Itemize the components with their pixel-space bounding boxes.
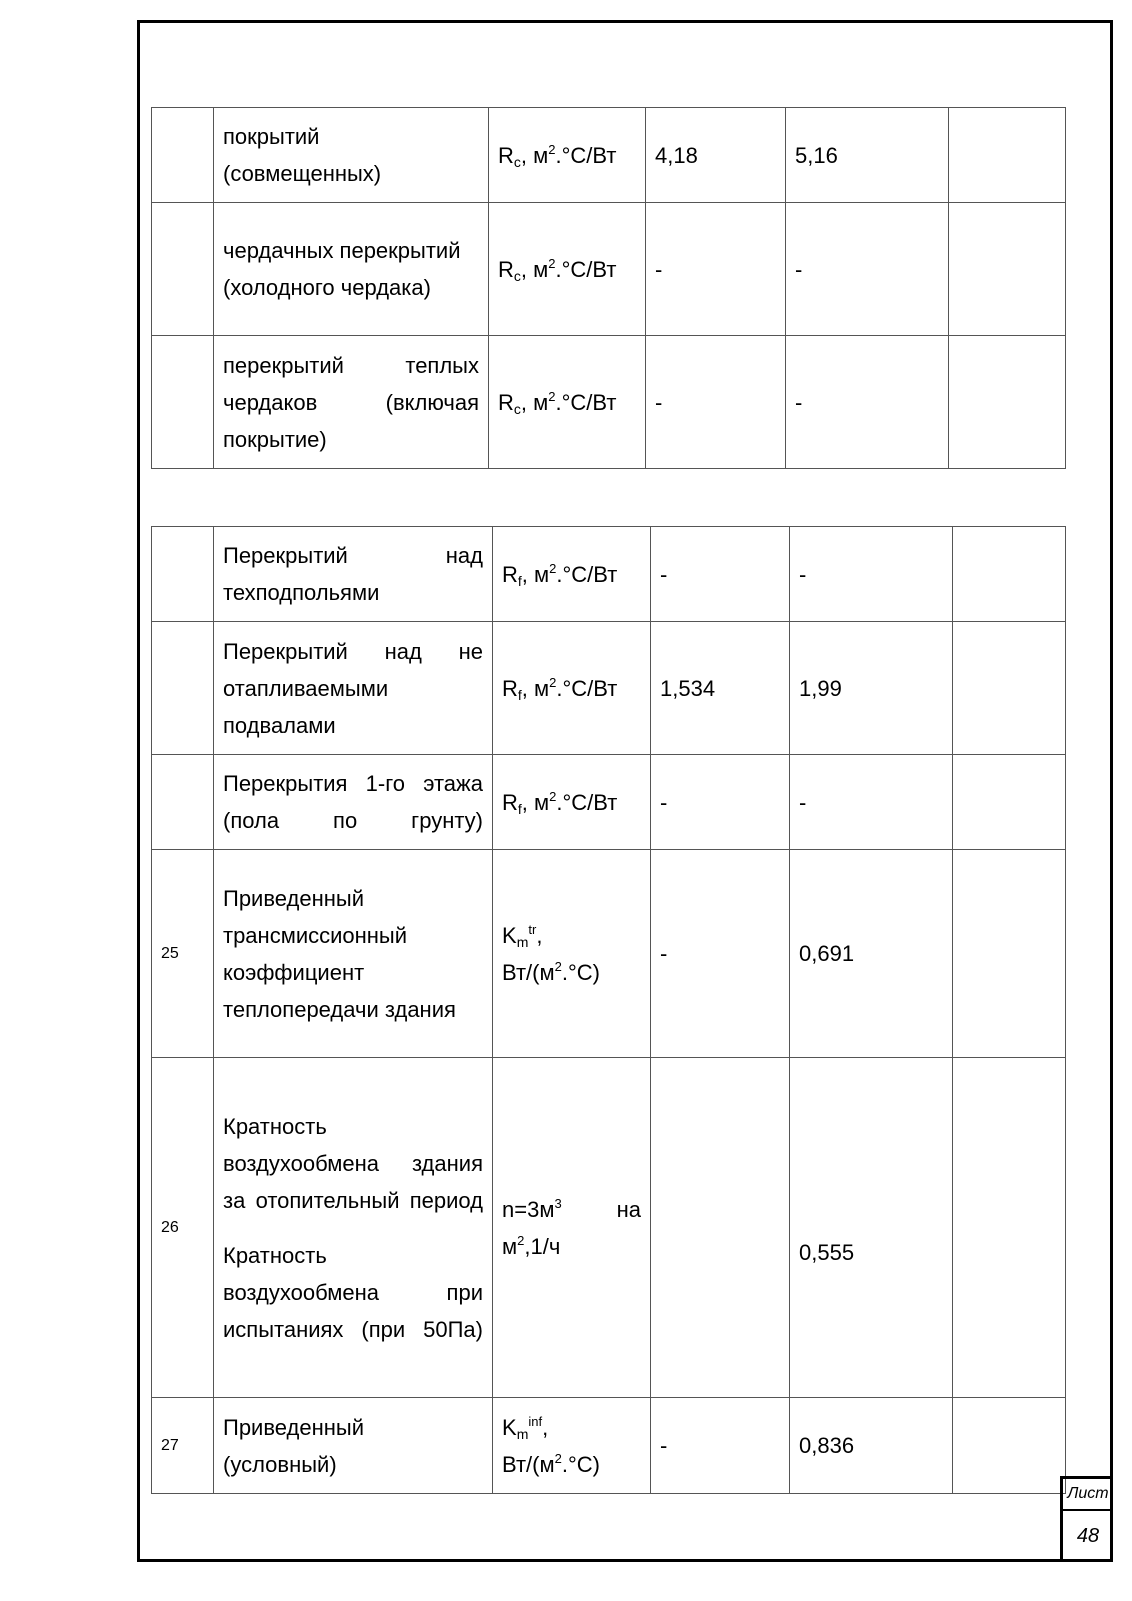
- row-extra: [953, 1398, 1066, 1494]
- row-design-value: -: [786, 203, 949, 336]
- row-extra: [949, 203, 1066, 336]
- row-extra: [949, 336, 1066, 469]
- row-design-value: 0,555: [790, 1058, 953, 1398]
- row-number: [152, 755, 214, 850]
- row-extra: [953, 622, 1066, 755]
- row-unit: $R_c$, $м^2.^\circ С/Вт$: [489, 336, 646, 469]
- table-row: [152, 1398, 1066, 1494]
- row-number: [152, 622, 214, 755]
- row-extra: [953, 527, 1066, 622]
- row-unit: $R_c$, $м^2.^\circ С/Вт$: [489, 203, 646, 336]
- row-norm-value: -: [651, 527, 790, 622]
- row-norm-value: [651, 1058, 790, 1398]
- row-norm-value: -: [651, 1398, 790, 1494]
- row-name-part1: Кратность воздухообмена здания за отопительный период: [223, 1113, 483, 1213]
- row-extra: [953, 850, 1066, 1058]
- row-unit: $R_c$, $м^2.^\circ С/Вт$: [489, 108, 646, 203]
- table-row: [152, 755, 1066, 850]
- row-number: [152, 527, 214, 622]
- row-design-value: 0,836: [790, 1398, 953, 1494]
- row-norm-value: -: [646, 336, 786, 469]
- row-unit: $K_m^{inf}$, $Вт/(м^2.^\circ С)$: [493, 1398, 651, 1494]
- sheet-label: Лист: [1063, 1479, 1113, 1511]
- row-name: покрытий (совмещенных): [214, 108, 489, 203]
- row-design-value: -: [790, 755, 953, 850]
- row-design-value: 5,16: [786, 108, 949, 203]
- row-name: перекрытий теплых чердаков (включая покрытие): [214, 336, 489, 469]
- row-name: Перекрытий над техподпольями: [214, 527, 493, 622]
- row-norm-value: -: [651, 850, 790, 1058]
- table-upper: [151, 107, 1066, 469]
- row-number: 27: [152, 1398, 214, 1494]
- row-name: Перекрытия 1-го этажа (пола по грунту): [214, 755, 493, 850]
- row-number: [152, 203, 214, 336]
- table-row: [152, 1058, 1066, 1398]
- row-unit: $K_m^{tr}$, $Вт/(м^2.^\circ С)$: [493, 850, 651, 1058]
- row-norm-value: 4,18: [646, 108, 786, 203]
- row-number: 26: [152, 1058, 214, 1398]
- row-extra: [949, 108, 1066, 203]
- row-extra: [953, 755, 1066, 850]
- table-row: [152, 850, 1066, 1058]
- row-unit: $R_f$, $м^2.^\circ С/Вт$: [493, 622, 651, 755]
- row-design-value: 0,691: [790, 850, 953, 1058]
- row-unit: $R_f$, $м^2.^\circ С/Вт$: [493, 527, 651, 622]
- row-name: Приведенный (условный): [214, 1398, 493, 1494]
- table-row: [152, 108, 1066, 203]
- row-number: 25: [152, 850, 214, 1058]
- row-name-part2: Кратность воздухообмена при испытаниях (при 50Па): [223, 1242, 483, 1342]
- row-design-value: -: [790, 527, 953, 622]
- row-extra: [953, 1058, 1066, 1398]
- row-unit: $R_f$, $м^2.^\circ С/Вт$: [493, 755, 651, 850]
- row-norm-value: 1,534: [651, 622, 790, 755]
- table-lower: [151, 526, 1066, 1494]
- table-row: [152, 622, 1066, 755]
- row-name: Перекрытий над не отапливаемыми подвалами: [214, 622, 493, 755]
- row-name: [214, 1058, 493, 1398]
- row-name: Приведенный трансмиссионный коэффициент теплопередачи здания: [214, 850, 493, 1058]
- row-number: [152, 108, 214, 203]
- row-design-value: 1,99: [790, 622, 953, 755]
- table-row: [152, 336, 1066, 469]
- row-design-value: -: [786, 336, 949, 469]
- sheet-number: 48: [1076, 1525, 1100, 1547]
- sheet-stamp: [1060, 1476, 1113, 1562]
- row-unit: $n=3м^3$ на $м^2,1/ч$: [493, 1058, 651, 1398]
- row-norm-value: -: [646, 203, 786, 336]
- row-norm-value: -: [651, 755, 790, 850]
- row-number: [152, 336, 214, 469]
- table-row: [152, 527, 1066, 622]
- row-name: чердачных перекрытий (холодного чердака): [214, 203, 489, 336]
- table-row: [152, 203, 1066, 336]
